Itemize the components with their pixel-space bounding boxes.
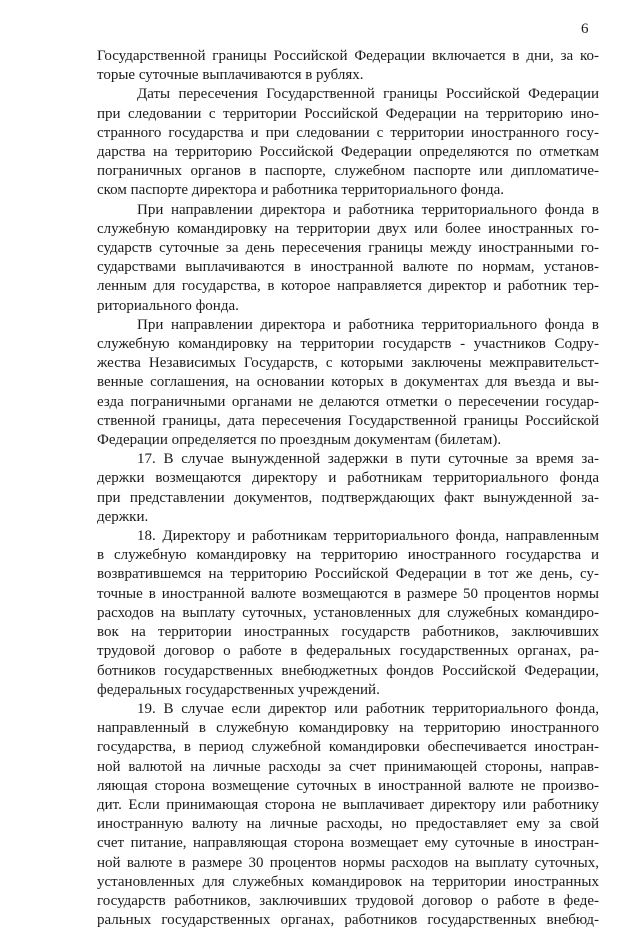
text-line: 18. Директору и работникам территориального фонда, направленным [137,528,599,545]
text-line: дит. Если принимающая сторона не выплачивает директору или работнику [97,796,599,813]
text-line: трудовой договор о работе в федеральных государственных органах, ра- [97,643,599,660]
text-line: жества Независимых Государств, с которыми заключены межправительст- [97,355,599,372]
text-line: пограничных органов в паспорте, служебном паспорте или дипломатиче- [97,163,599,180]
text-line: При направлении директора и работника территориального фонда в [137,201,599,218]
text-line: федеральных государственных учреждений. [97,681,380,698]
text-line: сударств суточные за день пересечения границы между иностранными го- [97,240,599,257]
text-line: служебную командировку на территории государств - участников Содру- [97,336,599,353]
text-line: Государственной границы Российской Федерации включается в дни, за ко- [97,48,599,64]
text-line: держки. [97,508,149,525]
text-line: странного государства и при следовании с территории иностранного госу- [97,124,599,141]
text-line: установленных для служебных командировок на территории иностранных [97,873,599,890]
text-line: ском паспорте директора и работника территориального фонда. [97,182,504,199]
text-line: счет питание, направляющая сторона возмещает ему суточные в иностран- [97,835,599,852]
text-line: риториального фонда. [97,297,239,314]
text-line: ботников государственных внебюджетных фондов Российской Федерации, [97,662,599,679]
text-line: сударствами выплачиваются в иностранной валюте по нормам, установ- [97,259,599,276]
text-line: ральных государственных органах, работников государственных внебюд- [97,912,599,929]
text-line: направленный в служебную командировку на территорию иностранного [97,720,599,737]
text-line: при представлении документов, подтверждающих факт вынужденной за- [97,489,599,506]
text-line: дарства на территорию Российской Федерации определяются по отметкам [97,144,599,161]
text-line: государства, в период служебной командировки обеспечивается иностран- [97,739,599,756]
text-line: служебную командировку на территории двух или более иностранных го- [97,220,599,237]
text-line: ленным для государства, в которое направляется директор и работник тер- [97,278,599,295]
text-line: Федерации определяется по проездным документам (билетам). [97,432,502,449]
text-line: ной валютой на личные расходы за счет принимающей стороны, направ- [97,758,599,775]
text-line: держки возмещаются директору и работникам территориального фонда [97,470,599,487]
text-line: иностранную валюту на личные расходы, но предоставляет ему за свой [97,816,599,833]
text-line: точные в иностранной валюте возмещаются в размере 50 процентов нормы [97,585,599,602]
text-line: в служебную командировку на территорию иностранного государства и [97,547,599,564]
text-line: при следовании с территории Российской Федерации на территорию ино- [97,105,599,122]
text-line: государств работников, заключивших трудовой договор о работе в феде- [97,892,599,909]
text-line: При направлении директора и работника территориального фонда в [137,316,599,333]
document-body [97,47,599,930]
text-line: ляющая сторона возмещение суточных в иностранной валюте не произво- [97,777,599,794]
text-line: венные соглашения, на основании которых в документах для въезда и вы- [97,374,599,391]
text-line: езда пограничными органами не делаются отметки о пересечении государ- [97,393,599,410]
text-line: 19. В случае если директор или работник территориального фонда, [137,700,599,717]
text-line: торые суточные выплачиваются в рублях. [97,67,364,84]
text-line: 17. В случае вынужденной задержки в пути суточные за время за- [137,451,599,468]
text-line: Даты пересечения Государственной границы Российской Федерации [137,86,599,103]
text-line: возвратившемся на территорию Российской Федерации в тот же день, су- [97,566,599,583]
text-line: ственной границы, дата пересечения Государственной границы Российской [97,412,599,429]
page-number: 6 [581,21,589,37]
text-line: расходов на выплату суточных, установленных для служебных командиро- [97,604,599,621]
text-line: вок на территории иностранных государств работников, заключивших [97,624,599,641]
text-line: ной валюте в размере 30 процентов нормы расходов на выплату суточных, [97,854,599,871]
